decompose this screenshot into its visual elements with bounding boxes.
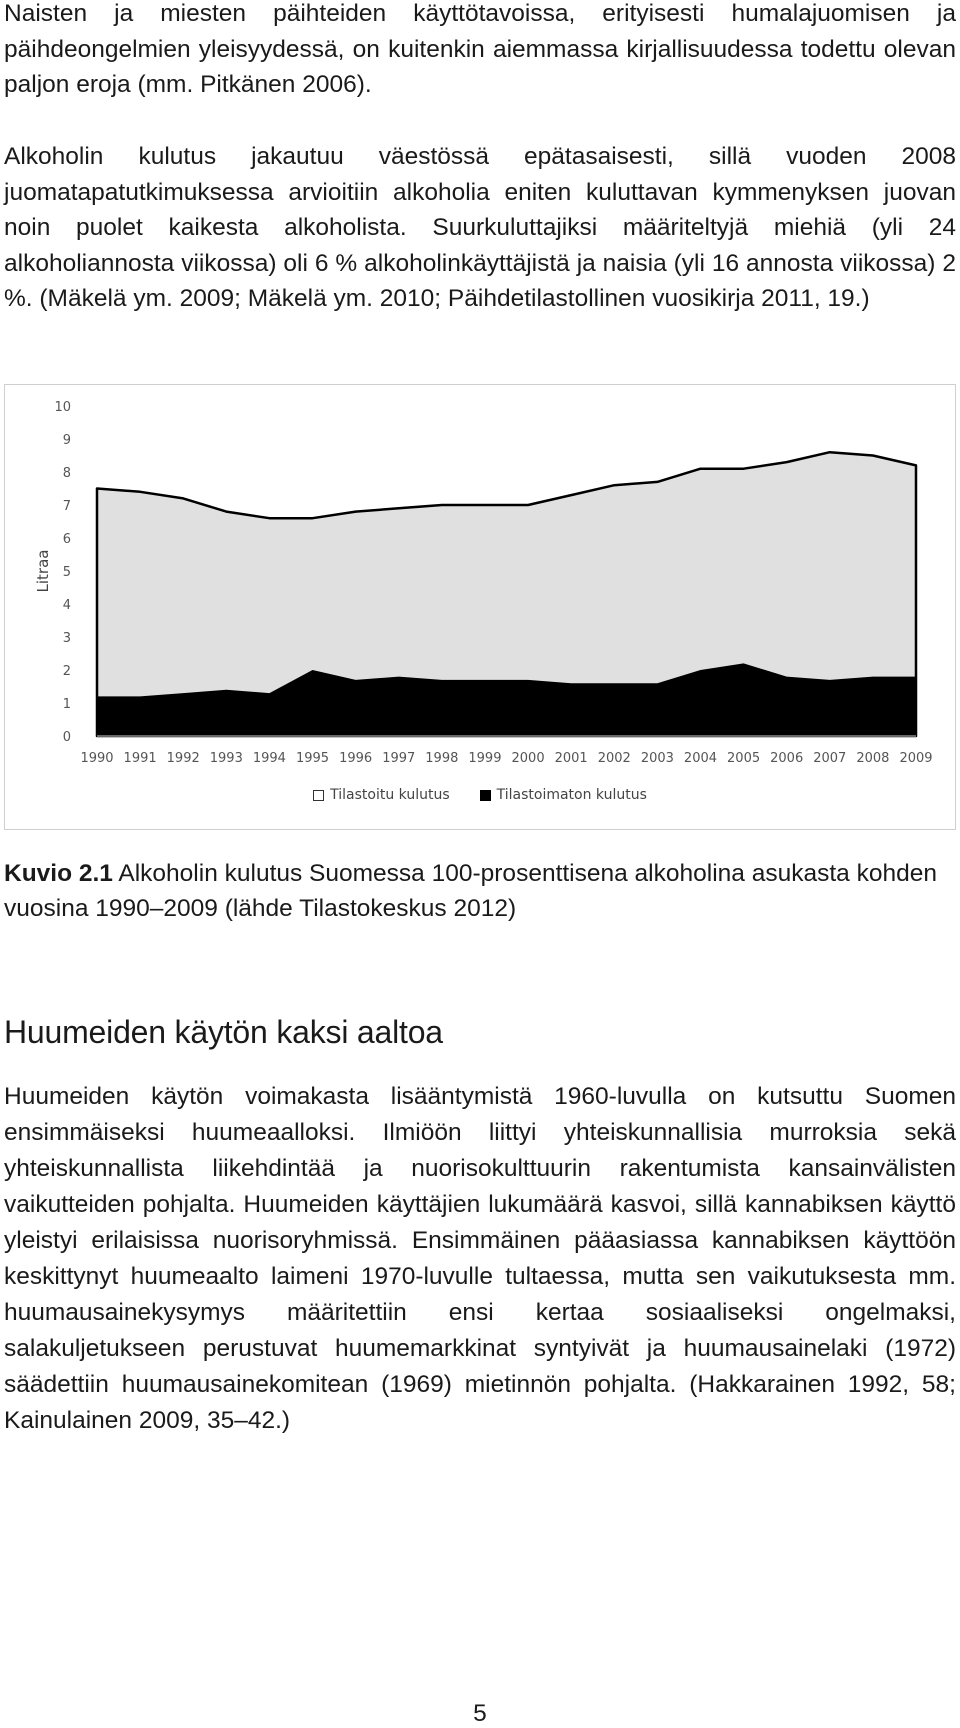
y-tick-label: 8: [62, 466, 71, 481]
y-tick-label: 4: [62, 598, 71, 613]
x-tick-label: 2002: [597, 751, 631, 766]
y-tick-label: 7: [62, 499, 71, 514]
legend-item-recorded: [313, 787, 450, 803]
x-tick-label: 2006: [770, 751, 804, 766]
y-tick-label: 9: [62, 433, 71, 448]
y-tick-label: 2: [62, 664, 71, 679]
paragraph-drug-wave: Huumeiden käytön voimakasta lisääntymistä 1960-luvulla on kutsuttu Suomen ensimmäiseksi huumeaalloksi. Ilmiöön liittyi yhteiskunnallisia murroksia sekä yhteiskunnallista liikehdintää ja nuorisokulttuurin rakentumista kansainvälisten vaikutteiden pohjalta. Huumeiden käyttäjien lukumäärä kasvoi, sillä kannabiksen käyttö yleistyi erilaisissa nuorisoryhmissä. Ensimmäinen pääasiassa kannabiksen käyttöön keskittynyt huumeaalto laimeni 1970-luvulle tultaessa, mutta sen vaikutuksesta mm. huumausainekysymys määritettiin ensi kertaa sosiaaliseksi ongelmaksi, salakuljetukseen perustuvat huumemarkkinat syntyivät ja huumausainelaki (1972) säädettiin huumausainekomitean (1969) mietinnön pohjalta. (Hakkarainen 1992, 58; Kainulainen 2009, 35–42.): [4, 1083, 956, 1434]
legend-label-recorded: Tilastoitu kulutus: [330, 787, 450, 803]
x-tick-label: 1999: [468, 751, 502, 766]
x-tick-label: 2000: [511, 751, 545, 766]
alcohol-consumption-chart: [5, 385, 954, 828]
chart-legend: [5, 787, 955, 803]
figure-caption: [4, 856, 956, 926]
x-tick-label: 2001: [554, 751, 588, 766]
legend-swatch-recorded: [313, 790, 324, 801]
y-tick-label: 10: [54, 400, 71, 415]
x-tick-label: 1995: [295, 751, 330, 766]
legend-swatch-unrecorded: [480, 790, 491, 801]
paragraph-intro: Naisten ja miesten päihteiden käyttötavoissa, erityisesti humalajuomisen ja päihdeongelmien yleisyydessä, on kuitenkin aiemmassa kirjallisuudessa todettu olevan paljon eroja (mm. Pitkänen 2006).: [4, 0, 956, 98]
legend-label-unrecorded: Tilastoimaton kulutus: [496, 787, 647, 803]
x-tick-label: 2004: [683, 751, 718, 766]
y-tick-label: 3: [62, 631, 71, 646]
y-tick-label: 0: [62, 730, 71, 745]
x-tick-label: 1990: [80, 751, 114, 766]
figure-caption-text: Alkoholin kulutus Suomessa 100-prosenttisena alkoholina asukasta kohden vuosina 1990–2009 (lähde Tilastokeskus 2012): [4, 860, 937, 922]
x-tick-label: 1994: [252, 751, 286, 766]
y-tick-label: 5: [62, 565, 71, 580]
paragraph-alcohol-distribution: Alkoholin kulutus jakautuu väestössä epätasaisesti, sillä vuoden 2008 juomatapatutkimuksessa arvioitiin alkoholia eniten kuluttavan kymmenyksen juovan noin puolet kaikesta alkoholista. Suurkuluttajiksi määriteltyjä miehiä (yli 24 alkoholiannosta viikossa) oli 6 % alkoholinkäyttäjistä ja naisia (yli 16 annosta viikossa) 2 %. (Mäkelä ym. 2009; Mäkelä ym. 2010; Päihdetilastollinen vuosikirja 2011, 19.): [4, 143, 956, 312]
x-tick-label: 1996: [339, 751, 373, 766]
x-tick-label: 1993: [209, 751, 243, 766]
x-tick-label: 1997: [382, 751, 416, 766]
figure-caption-label: Kuvio 2.1: [4, 860, 113, 887]
section-heading: Huumeiden käytön kaksi aaltoa: [4, 1014, 443, 1050]
x-tick-label: 2008: [856, 751, 890, 766]
y-axis-label: Litraa: [34, 549, 52, 593]
x-tick-label: 2009: [899, 751, 933, 766]
x-tick-label: 2007: [813, 751, 847, 766]
page-number: 5: [473, 1700, 487, 1727]
x-tick-label: 1992: [166, 751, 200, 766]
x-tick-label: 1991: [123, 751, 157, 766]
y-tick-label: 1: [62, 697, 71, 712]
y-tick-label: 6: [62, 532, 71, 547]
x-tick-label: 2003: [640, 751, 674, 766]
legend-item-unrecorded: [480, 787, 647, 803]
x-tick-label: 2005: [727, 751, 761, 766]
x-tick-label: 1998: [425, 751, 459, 766]
chart-frame: [4, 384, 956, 830]
